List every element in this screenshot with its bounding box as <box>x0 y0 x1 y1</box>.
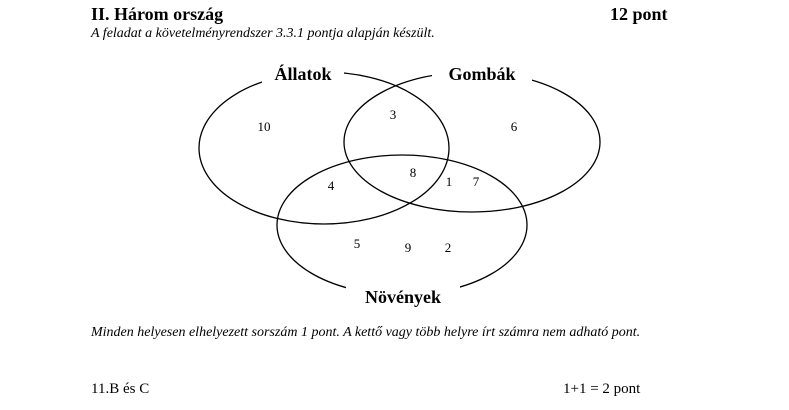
region-animals-fungi: 3 <box>389 107 397 122</box>
region-all-three: 8 <box>409 165 417 180</box>
region-plants-c: 2 <box>444 240 452 255</box>
task-subtitle: A feladat a követelményrendszer 3.3.1 pontja alapján készült. <box>91 26 435 41</box>
fungi-set-ellipse <box>344 72 600 212</box>
task-heading: II. Három ország <box>91 4 224 24</box>
region-animals-only: 10 <box>257 119 271 134</box>
answer-item: 11.B és C <box>91 381 150 397</box>
task-points: 12 pont <box>610 4 668 24</box>
fungi-set-label: Gombák <box>448 64 516 84</box>
animals-set-ellipse <box>199 72 449 224</box>
region-animals-plants: 4 <box>327 178 335 193</box>
plants-set-ellipse <box>277 155 527 295</box>
answer-score: 1+1 = 2 pont <box>563 381 641 397</box>
region-fungi-only: 6 <box>510 119 518 134</box>
plants-set-label: Növények <box>365 287 441 307</box>
animals-set-label: Állatok <box>274 64 332 84</box>
region-plants-a: 5 <box>353 236 361 251</box>
scoring-note: Minden helyesen elhelyezett sorszám 1 pont. A kettő vagy több helyre írt számra nem adható pont. <box>91 325 641 340</box>
region-fungi-plants-a: 1 <box>445 174 453 189</box>
region-plants-b: 9 <box>404 240 412 255</box>
region-fungi-plants-b: 7 <box>472 174 480 189</box>
